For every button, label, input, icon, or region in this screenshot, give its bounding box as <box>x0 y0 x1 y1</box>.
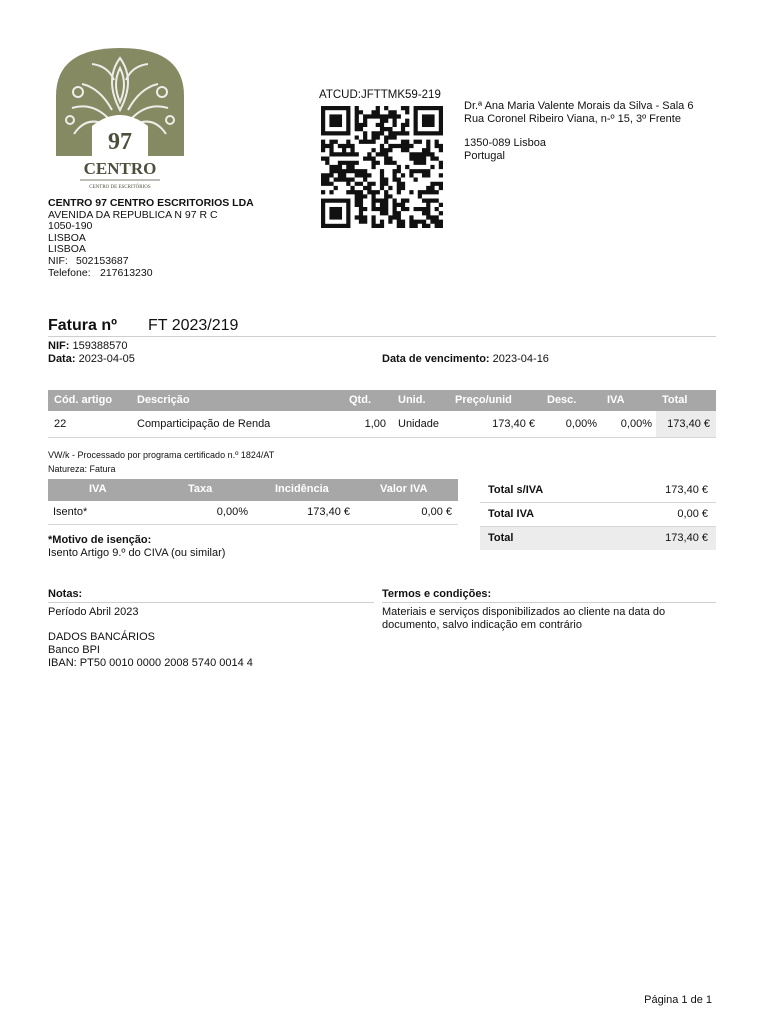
qr-finder-0-2 <box>329 114 342 127</box>
vat-header <box>48 479 458 501</box>
company-region: LISBOA <box>48 243 86 256</box>
processed-note: VW/k - Processado por programa certificado n.º 1824/AT <box>48 450 275 460</box>
company-info <box>48 198 308 279</box>
company-name: CENTRO 97 CENTRO ESCRITORIOS LDA <box>48 197 254 209</box>
total-without-vat-label: Total s/IVA <box>488 484 544 496</box>
table-row <box>48 411 716 438</box>
notes-period: Período Abril 2023 <box>48 606 139 618</box>
invoice-number: FT 2023/219 <box>148 317 239 334</box>
company-logo <box>52 44 188 194</box>
company-address: AVENIDA DA REPUBLICA N 97 R C <box>48 208 218 221</box>
client-postal-city: 1350-089 Lisboa <box>464 137 546 150</box>
client-address <box>464 100 734 162</box>
vat-col-rate: Taxa <box>188 483 213 495</box>
col-discount: Desc. <box>547 394 577 406</box>
invoice-date <box>48 353 135 365</box>
item-total: 173,40 € <box>667 418 710 430</box>
invoice-date-value: 2023-04-05 <box>78 353 135 365</box>
col-unit: Unid. <box>398 394 426 406</box>
invoice-date-label: Data: <box>48 353 76 365</box>
company-postal: 1050-190 <box>48 220 93 233</box>
client-name: Dr.ª Ana Maria Valente Morais da Silva - Sala 6 <box>464 100 694 112</box>
grand-total-value: 173,40 € <box>665 532 708 544</box>
vat-table <box>48 479 458 525</box>
table-row <box>48 501 458 525</box>
item-description: Comparticipação de Renda <box>137 418 271 430</box>
total-vat-label: Total IVA <box>488 508 535 520</box>
col-total: Total <box>662 394 688 406</box>
vat-col-iva: IVA <box>89 483 107 495</box>
company-phone-label: Telefone: <box>48 266 91 279</box>
bank-name: Banco BPI <box>48 644 100 656</box>
due-date-label: Data de vencimento: <box>382 353 490 365</box>
vat-col-base: Incidência <box>275 483 329 495</box>
col-vat: IVA <box>607 394 625 406</box>
terms-body: Materiais e serviços disponibilizados ao cliente na data do documento, salvo indicação em contrário <box>382 606 666 631</box>
terms-heading: Termos e condições: <box>382 588 716 603</box>
col-code: Cód. artigo <box>54 394 113 406</box>
company-city: LISBOA <box>48 231 86 244</box>
client-nif-label: NIF: <box>48 340 70 352</box>
vat-exempt: Isento* <box>53 506 88 518</box>
vat-value: 0,00 € <box>421 506 452 518</box>
logo-name: CENTRO <box>83 159 157 178</box>
qr-finder-1-2 <box>422 114 435 127</box>
items-table <box>48 390 716 438</box>
vat-col-value: Valor IVA <box>380 483 428 495</box>
bank-iban: IBAN: PT50 0010 0000 2008 5740 0014 4 <box>48 657 253 669</box>
item-unit: Unidade <box>398 418 439 430</box>
totals-box <box>480 479 716 550</box>
exemption-reason <box>48 534 225 560</box>
notes-heading: Notas: <box>48 588 374 603</box>
exemption-label: *Motivo de isenção: <box>48 534 152 546</box>
col-unit-price: Preço/unid <box>455 394 512 406</box>
item-vat: 0,00% <box>620 418 652 430</box>
grand-total <box>480 527 716 550</box>
total-vat-value: 0,00 € <box>677 508 708 520</box>
total-without-vat-value: 173,40 € <box>665 484 708 496</box>
grand-total-label: Total <box>488 532 514 544</box>
vat-base: 173,40 € <box>307 506 350 518</box>
company-nif-label: NIF: <box>48 254 68 267</box>
client-nif-value: 159388570 <box>72 340 128 352</box>
company-nif: 502153687 <box>76 254 129 267</box>
due-date <box>382 353 549 365</box>
item-qty: 1,00 <box>364 418 386 430</box>
client-nif <box>48 340 128 352</box>
qr-finder-2-2 <box>329 207 342 220</box>
due-date-value: 2023-04-16 <box>492 353 549 365</box>
atcud-code: ATCUD:JFTTMK59-219 <box>319 89 441 101</box>
total-without-vat <box>480 479 716 503</box>
page-number: Página 1 de 1 <box>644 994 712 1006</box>
client-street: Rua Coronel Ribeiro Viana, n-º 15, 3º Frente <box>464 112 681 125</box>
items-header <box>48 390 716 411</box>
logo-tagline: CENTRO DE ESCRITÓRIOS <box>89 185 151 190</box>
item-code: 22 <box>54 418 67 430</box>
natureza: Natureza: Fatura <box>48 464 116 474</box>
item-unit-price: 173,40 € <box>492 418 535 430</box>
item-discount: 0,00% <box>565 418 597 430</box>
bank-title: DADOS BANCÁRIOS <box>48 631 155 643</box>
exemption-text: Isento Artigo 9.º do CIVA (ou similar) <box>48 547 226 559</box>
invoice-title-label: Fatura nº <box>48 317 117 334</box>
logo-number: 97 <box>108 129 132 155</box>
company-phone: 217613230 <box>100 266 153 279</box>
col-description: Descrição <box>137 394 190 406</box>
col-qty: Qtd. <box>349 394 371 406</box>
notes-body <box>48 606 378 670</box>
qr-code <box>318 106 446 228</box>
invoice-title <box>48 317 716 337</box>
vat-rate: 0,00% <box>216 506 248 518</box>
total-vat <box>480 503 716 527</box>
client-country: Portugal <box>464 149 505 162</box>
